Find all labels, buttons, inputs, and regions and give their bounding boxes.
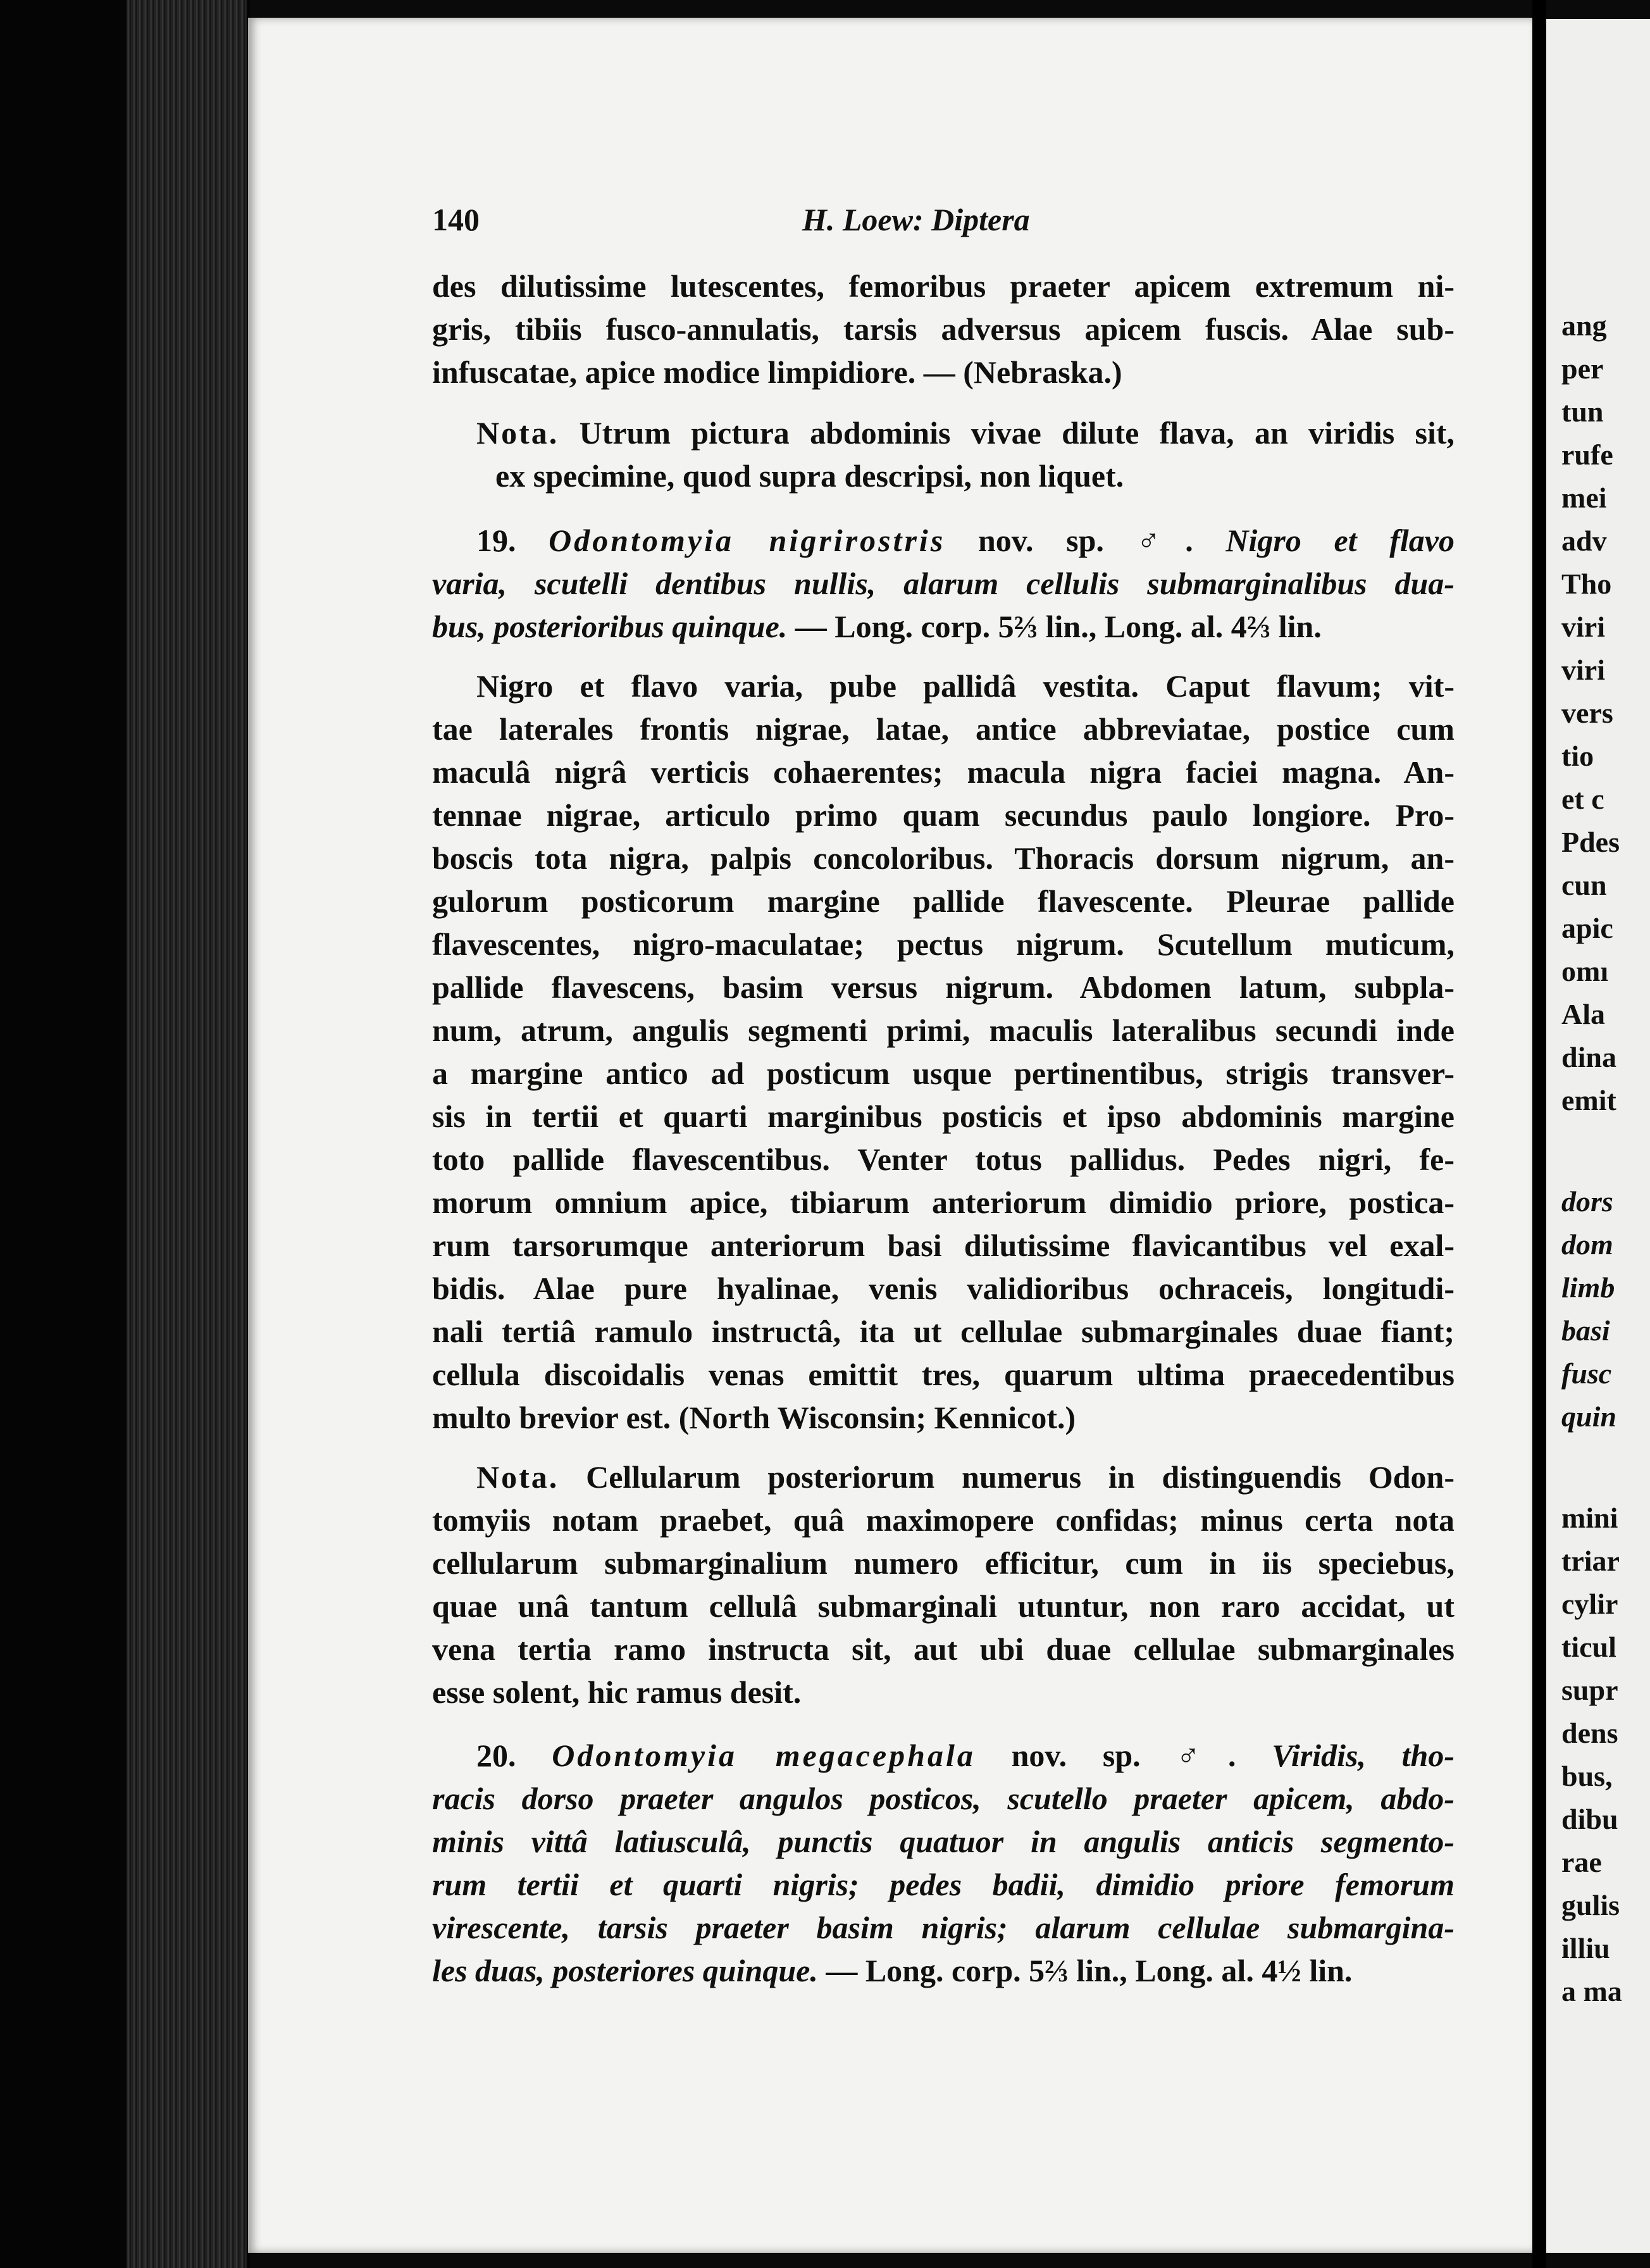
text-segment: toto pallide flavescentibus. Venter totus pallidus. Pedes nigri, fe- bbox=[432, 1142, 1455, 1177]
text-segment: Viridis, tho- bbox=[1272, 1738, 1455, 1773]
text-line bbox=[432, 519, 1455, 562]
text-segment: bus, posterioribus quinque. bbox=[432, 609, 788, 644]
text-line bbox=[432, 1777, 1455, 1820]
facing-page-fragment: cun bbox=[1561, 869, 1607, 901]
text-line bbox=[432, 265, 1455, 308]
text-segment: esse solent, hic ramus desit. bbox=[432, 1674, 802, 1710]
page-edges bbox=[127, 0, 247, 2268]
text-segment: num, atrum, angulis segmenti primi, maculis lateralibus secundi inde bbox=[432, 1012, 1455, 1048]
text-line bbox=[432, 1052, 1455, 1095]
facing-page-fragment: rufe bbox=[1561, 439, 1613, 471]
text-line bbox=[432, 1138, 1455, 1181]
page-number: 140 bbox=[432, 202, 480, 237]
text-segment: gris, tibiis fusco-annulatis, tarsis adversus apicem fuscis. Alae sub- bbox=[432, 311, 1455, 347]
facing-page-fragment: dom bbox=[1561, 1228, 1613, 1261]
text-line bbox=[432, 1224, 1455, 1267]
text-line bbox=[432, 1734, 1455, 1777]
facing-page-fragment: gulis bbox=[1561, 1889, 1620, 1921]
text-segment: varia, scutelli dentibus nullis, alarum cellulis submarginalibus dua- bbox=[432, 566, 1455, 601]
text-line bbox=[432, 1009, 1455, 1052]
facing-page-fragment: dina bbox=[1561, 1041, 1616, 1073]
text-segment: cellula discoidalis venas emittit tres, quarum ultima praecedentibus bbox=[432, 1357, 1455, 1392]
facing-page-fragment: tio bbox=[1561, 740, 1594, 772]
text-segment: Nota. bbox=[476, 1459, 559, 1495]
text-segment: — Long. corp. 5⅔ lin., Long. al. 4⅔ lin. bbox=[787, 609, 1322, 644]
text-segment: racis dorso praeter angulos posticos, scutello praeter apicem, abdo- bbox=[432, 1781, 1455, 1816]
text-line bbox=[495, 454, 1455, 497]
text-segment: boscis tota nigra, palpis concoloribus. Thoracis dorsum nigrum, an- bbox=[432, 840, 1455, 876]
text-segment: 19. bbox=[476, 523, 549, 558]
text-segment: des dilutissime lutescentes, femoribus praeter apicem extremum ni- bbox=[432, 268, 1455, 304]
facing-page bbox=[1546, 19, 1650, 2253]
facing-page-fragment: per bbox=[1561, 352, 1604, 385]
facing-page-fragment: apic bbox=[1561, 912, 1613, 944]
text-line bbox=[432, 966, 1455, 1009]
text-segment: gulorum posticorum margine pallide flavescente. Pleurae pallide bbox=[432, 883, 1455, 919]
facing-page-fragment: limb bbox=[1561, 1271, 1615, 1304]
facing-page-fragment: dens bbox=[1561, 1717, 1618, 1749]
text-segment: rum tertii et quarti nigris; pedes badii, dimidio priore femorum bbox=[432, 1867, 1455, 1902]
text-line bbox=[432, 1396, 1455, 1439]
text-segment: Odontomyia nigrirostris bbox=[549, 523, 946, 558]
facing-page-fragment: Ala bbox=[1561, 998, 1605, 1030]
text-segment: infuscatae, apice modice limpidiore. — (Nebraska.) bbox=[432, 354, 1122, 390]
text-line bbox=[432, 1863, 1455, 1906]
text-line bbox=[432, 1498, 1455, 1542]
facing-page-fragment: ticul bbox=[1561, 1631, 1616, 1663]
text-segment: nali tertiâ ramulo instructâ, ita ut cellulae submarginales duae fiant; bbox=[432, 1314, 1455, 1349]
text-segment: multo brevior est. (North Wisconsin; Kennicot.) bbox=[432, 1400, 1076, 1435]
text-segment: morum omnium apice, tibiarum anteriorum dimidio priore, postica- bbox=[432, 1185, 1455, 1220]
facing-page-fragment: fusc bbox=[1561, 1357, 1612, 1390]
text-segment: 20. bbox=[476, 1738, 552, 1773]
facing-page-fragment: rae bbox=[1561, 1846, 1602, 1878]
text-segment: minis vittâ latiusculâ, punctis quatuor in angulis anticis segmento- bbox=[432, 1824, 1455, 1859]
text-line bbox=[432, 351, 1455, 394]
facing-page-fragment: dibu bbox=[1561, 1803, 1618, 1835]
gutter bbox=[1532, 0, 1546, 2268]
page-header bbox=[432, 201, 1455, 239]
text-segment: Cellularum posteriorum numerus in distinguendis Odon- bbox=[559, 1459, 1455, 1495]
text-segment: flavescentes, nigro-maculatae; pectus nigrum. Scutellum muticum, bbox=[432, 926, 1455, 962]
text-line bbox=[432, 411, 1455, 454]
facing-page-fragment: dors bbox=[1561, 1185, 1613, 1218]
text-line bbox=[432, 1820, 1455, 1863]
text-segment: Odontomyia megacephala bbox=[552, 1738, 976, 1773]
text-line bbox=[432, 308, 1455, 351]
text-line bbox=[432, 1095, 1455, 1138]
text-line bbox=[432, 1671, 1455, 1714]
text-segment: nov. sp. ♂. bbox=[975, 1738, 1272, 1773]
facing-page-fragment: adv bbox=[1561, 525, 1607, 557]
facing-page-fragment: basi bbox=[1561, 1314, 1610, 1347]
text-segment: maculâ nigrâ verticis cohaerentes; macula nigra faciei magna. An- bbox=[432, 754, 1455, 790]
text-segment: vena tertia ramo instructa sit, aut ubi duae cellulae submarginales bbox=[432, 1631, 1455, 1667]
facing-page-fragment: a ma bbox=[1561, 1975, 1622, 2007]
facing-page-fragment: vers bbox=[1561, 697, 1613, 729]
text-segment: les duas, posteriores quinque. bbox=[432, 1953, 818, 1988]
text-line bbox=[432, 1310, 1455, 1353]
facing-page-fragment: emit bbox=[1561, 1084, 1616, 1116]
text-line bbox=[432, 1906, 1455, 1949]
running-title: H. Loew: Diptera bbox=[802, 202, 1030, 237]
text-line bbox=[432, 605, 1455, 648]
text-line bbox=[432, 1353, 1455, 1396]
text-line bbox=[432, 880, 1455, 923]
text-line bbox=[432, 664, 1455, 707]
text-line bbox=[432, 794, 1455, 837]
text-line bbox=[432, 1267, 1455, 1310]
facing-page-fragment: Tho bbox=[1561, 568, 1612, 600]
text-segment: a margine antico ad posticum usque pertinentibus, strigis transver- bbox=[432, 1056, 1455, 1091]
facing-page-fragment: triar bbox=[1561, 1545, 1620, 1577]
text-segment: tennae nigrae, articulo primo quam secundus paulo longiore. Pro- bbox=[432, 797, 1455, 833]
text-line bbox=[432, 1455, 1455, 1498]
text-line bbox=[432, 837, 1455, 880]
facing-page-fragment: mini bbox=[1561, 1502, 1618, 1534]
text-segment: quae unâ tantum cellulâ submarginali utuntur, non raro accidat, ut bbox=[432, 1588, 1455, 1624]
text-line bbox=[432, 1585, 1455, 1628]
text-segment: virescente, tarsis praeter basim nigris; alarum cellulae submargina- bbox=[432, 1910, 1455, 1945]
facing-page-fragment: supr bbox=[1561, 1674, 1618, 1706]
text-segment: tae laterales frontis nigrae, latae, antice abbreviatae, postice cum bbox=[432, 711, 1455, 747]
text-segment: bidis. Alae pure hyalinae, venis validioribus ochraceis, longitudi- bbox=[432, 1271, 1455, 1306]
text-line bbox=[432, 1628, 1455, 1671]
facing-page-fragment: mei bbox=[1561, 482, 1607, 514]
facing-page-fragment: bus, bbox=[1561, 1760, 1613, 1792]
text-line bbox=[432, 1542, 1455, 1585]
facing-page-fragment: viri bbox=[1561, 654, 1605, 686]
facing-page-fragment: Pdes bbox=[1561, 826, 1620, 858]
text-line bbox=[432, 562, 1455, 605]
text-line bbox=[432, 707, 1455, 751]
text-segment: tomyiis notam praebet, quâ maximopere confidas; minus certa nota bbox=[432, 1502, 1455, 1538]
text-segment: Utrum pictura abdominis vivae dilute flava, an viridis sit, bbox=[559, 415, 1455, 451]
text-line bbox=[432, 1181, 1455, 1224]
text-segment: Nigro et flavo varia, pube pallidâ vestita. Caput flavum; vit- bbox=[476, 668, 1455, 704]
text-segment: Nota. bbox=[476, 415, 559, 451]
text-line bbox=[432, 751, 1455, 794]
text-segment: ex specimine, quod supra descripsi, non liquet. bbox=[495, 458, 1124, 494]
facing-page-fragment: viri bbox=[1561, 611, 1605, 643]
text-segment: nov. sp. ♂. bbox=[945, 523, 1226, 558]
text-segment: — Long. corp. 5⅔ lin., Long. al. 4½ lin. bbox=[817, 1953, 1353, 1988]
text-line bbox=[432, 923, 1455, 966]
facing-page-fragment: ang bbox=[1561, 309, 1607, 342]
facing-page-fragment: et c bbox=[1561, 783, 1604, 815]
facing-page-fragment: tun bbox=[1561, 396, 1604, 428]
text-segment: rum tarsorumque anteriorum basi dilutissime flavicantibus vel exal- bbox=[432, 1228, 1455, 1263]
facing-page-fragment: cylir bbox=[1561, 1588, 1618, 1620]
facing-page-fragment: quin bbox=[1561, 1400, 1616, 1433]
facing-page-fragment: omı bbox=[1561, 955, 1609, 987]
text-line bbox=[432, 1949, 1455, 1992]
text-segment: sis in tertii et quarti marginibus posticis et ipso abdominis margine bbox=[432, 1099, 1455, 1134]
text-segment: Nigro et flavo bbox=[1225, 523, 1455, 558]
facing-page-fragment: illiu bbox=[1561, 1932, 1610, 1964]
text-segment: cellularum submarginalium numero efficitur, cum in iis speciebus, bbox=[432, 1545, 1455, 1581]
text-segment: pallide flavescens, basim versus nigrum. Abdomen latum, subpla- bbox=[432, 969, 1455, 1005]
